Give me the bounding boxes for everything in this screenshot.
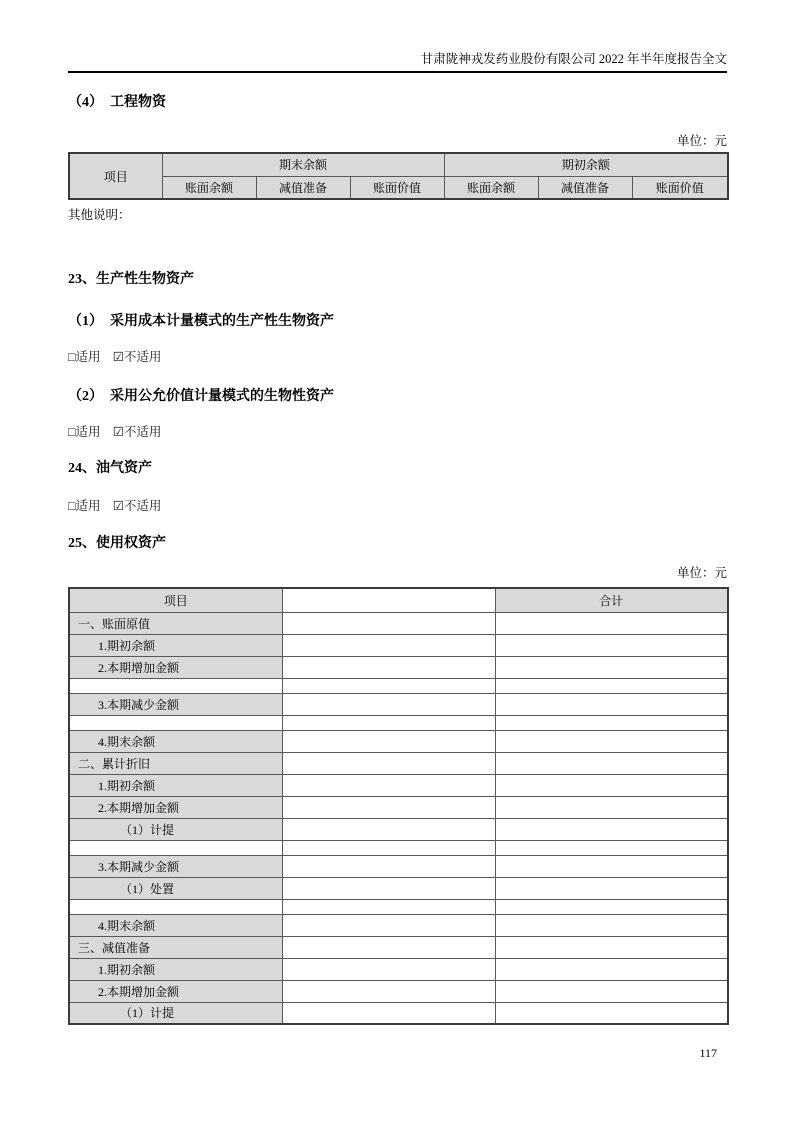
row-total-cell [495,796,728,818]
table-row [69,855,728,877]
table-row [69,752,728,774]
row-total-cell [495,656,728,678]
col-item-header: 项目 [69,588,282,612]
row-label [69,840,282,855]
table-row [69,958,728,980]
column-header: 减值准备 [538,176,632,199]
row-total-cell [495,715,728,730]
table-row [69,693,728,715]
row-total-cell [495,774,728,796]
table-row [69,656,728,678]
row-value-cell [282,980,495,1002]
col-total-header: 合计 [495,588,728,612]
applicability-line [68,424,727,440]
heading-fair-value-model: （2） 采用公允价值计量模式的生物性资产 [68,389,334,404]
row-value-cell [282,796,495,818]
row-total-cell [495,914,728,936]
row-label: 3.本期减少金额 [69,693,282,715]
row-value-cell [282,634,495,656]
row-total-cell [495,693,728,715]
construction-materials-table [68,152,729,200]
column-header: 减值准备 [256,176,350,199]
row-label: 一、账面原值 [69,612,282,634]
row-value-cell [282,612,495,634]
applicable-checkbox: □适用 [68,499,101,513]
row-value-cell [282,1002,495,1024]
row-value-cell [282,877,495,899]
row-label: 2.本期增加金额 [69,656,282,678]
row-total-cell [495,936,728,958]
heading-construction-materials: （4） 工程物资 [68,95,166,110]
table-row [69,877,728,899]
row-label: （1）计提 [69,1002,282,1024]
not-applicable-checkbox: ☑不适用 [112,499,162,513]
row-label: 4.期末余额 [69,914,282,936]
row-total-cell [495,855,728,877]
col-period-end-group: 期末余额 [162,153,444,176]
not-applicable-checkbox: ☑不适用 [112,425,162,439]
row-value-cell [282,958,495,980]
heading-right-of-use-assets: 25、使用权资产 [68,536,166,551]
row-label: 2.本期增加金额 [69,980,282,1002]
row-total-cell [495,980,728,1002]
row-total-cell [495,612,728,634]
table-row [69,774,728,796]
right-of-use-assets-table [68,587,729,1025]
row-value-cell [282,715,495,730]
row-label: （1）计提 [69,818,282,840]
row-value-cell [282,936,495,958]
table-row [69,612,728,634]
row-total-cell [495,840,728,855]
row-total-cell [495,634,728,656]
heading-cost-model: （1） 采用成本计量模式的生产性生物资产 [68,314,334,329]
col-blank-header [282,588,495,612]
table-row [69,818,728,840]
table-row [69,796,728,818]
report-header [68,50,727,73]
row-label: 3.本期减少金额 [69,855,282,877]
row-value-cell [282,774,495,796]
row-total-cell [495,877,728,899]
row-value-cell [282,818,495,840]
other-notes-label: 其他说明： [68,208,131,222]
row-label: 三、减值准备 [69,936,282,958]
column-header: 账面价值 [350,176,444,199]
not-applicable-checkbox: ☑不适用 [112,350,162,364]
row-total-cell [495,818,728,840]
row-label: 4.期末余额 [69,730,282,752]
row-label: 二、累计折旧 [69,752,282,774]
row-total-cell [495,1002,728,1024]
table-row [69,730,728,752]
col-period-begin-group: 期初余额 [444,153,728,176]
table-row [69,634,728,656]
applicable-checkbox: □适用 [68,350,101,364]
row-label: （1）处置 [69,877,282,899]
table-row-blank [69,840,728,855]
report-title: 甘肃陇神戎发药业股份有限公司 2022 年半年度报告全文 [420,52,727,66]
unit-row [68,565,727,581]
row-label [69,715,282,730]
row-value-cell [282,840,495,855]
column-header: 账面余额 [444,176,538,199]
table-row [69,1002,728,1024]
table-row [69,980,728,1002]
applicability-line [68,498,727,514]
table-row-blank [69,678,728,693]
row-value-cell [282,899,495,914]
row-label: 2.本期增加金额 [69,796,282,818]
page-number: 117 [699,1046,717,1060]
row-total-cell [495,899,728,914]
row-total-cell [495,730,728,752]
row-value-cell [282,752,495,774]
row-value-cell [282,914,495,936]
row-label: 1.期初余额 [69,774,282,796]
row-total-cell [495,752,728,774]
table-header-row [69,588,728,612]
heading-productive-biological-assets: 23、生产性生物资产 [68,272,194,287]
table-row-blank [69,899,728,914]
column-header: 账面余额 [162,176,256,199]
unit-label: 单位：元 [676,134,727,148]
heading-oil-gas-assets: 24、油气资产 [68,461,152,476]
unit-row [68,133,727,149]
row-value-cell [282,656,495,678]
unit-label: 单位：元 [676,566,727,580]
applicability-line [68,349,727,365]
row-label: 1.期初余额 [69,634,282,656]
row-total-cell [495,678,728,693]
table-row [69,914,728,936]
column-header: 账面价值 [632,176,728,199]
row-label [69,899,282,914]
row-label: 1.期初余额 [69,958,282,980]
row-label [69,678,282,693]
row-value-cell [282,693,495,715]
table-row-blank [69,715,728,730]
row-value-cell [282,678,495,693]
col-item-header: 项目 [69,153,162,199]
row-value-cell [282,730,495,752]
applicable-checkbox: □适用 [68,425,101,439]
table-row [69,936,728,958]
row-total-cell [495,958,728,980]
row-value-cell [282,855,495,877]
